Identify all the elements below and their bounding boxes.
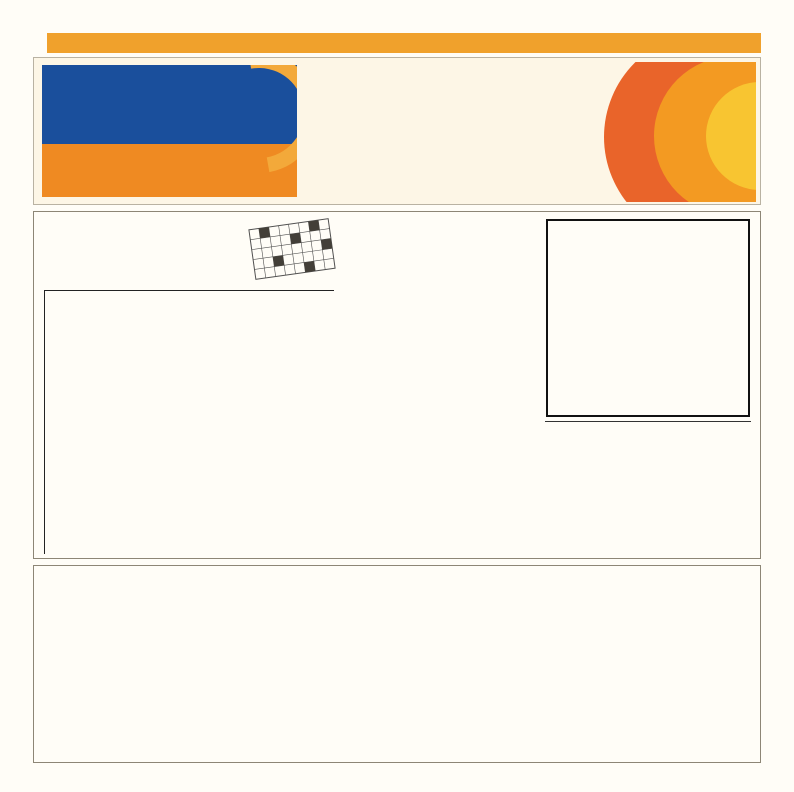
decorative-rings — [576, 62, 756, 202]
beacon-ad[interactable] — [42, 65, 297, 197]
crossword-decorative-grid — [246, 218, 338, 280]
clues-across — [345, 218, 437, 220]
crossword-grid[interactable] — [44, 290, 334, 554]
contribute-body — [310, 90, 640, 93]
crypto-fun-panel — [539, 484, 757, 488]
sudoku-grid[interactable] — [546, 219, 750, 417]
contribute-notice — [306, 62, 756, 202]
masthead-issue-label — [33, 33, 47, 53]
horoscopes-section — [33, 565, 761, 763]
clues-down — [439, 218, 531, 220]
horoscopes-columns — [41, 573, 753, 743]
sudoku-panel — [539, 216, 757, 425]
sudoku-instructions — [545, 421, 751, 425]
puzzles-section — [33, 211, 761, 559]
advertisement-block — [33, 57, 761, 205]
page-masthead — [33, 33, 761, 53]
